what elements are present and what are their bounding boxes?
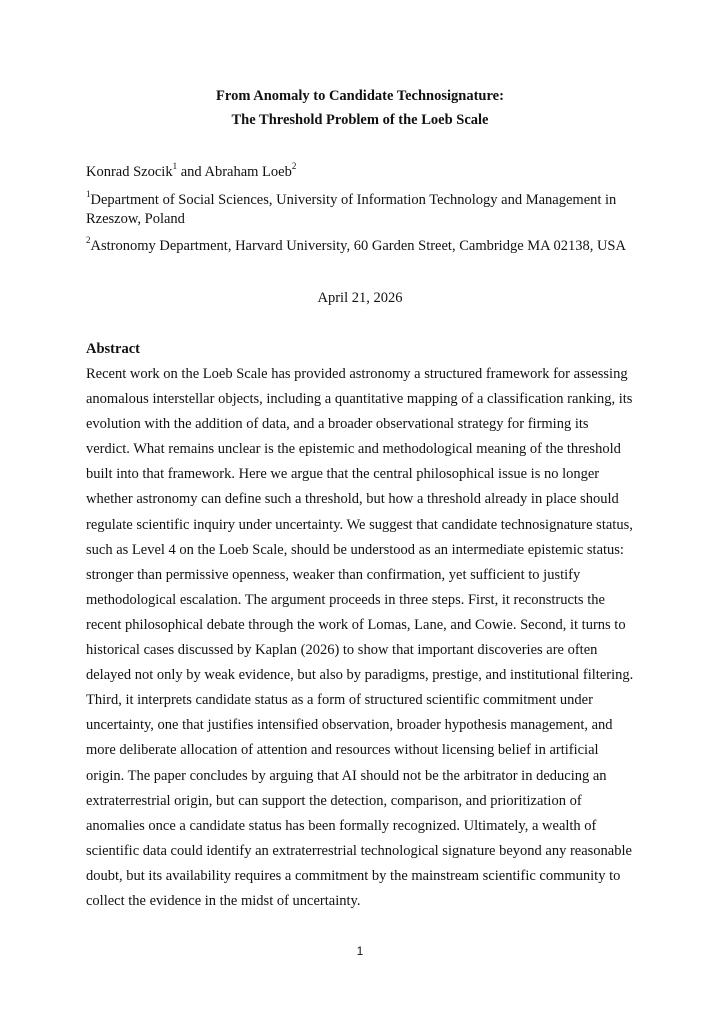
affiliation-text: Department of Social Sciences, University of Information Technology and Management in Rzeszow, Poland [86, 192, 617, 227]
author-name: Konrad Szocik [86, 164, 173, 180]
abstract-body [86, 362, 639, 914]
abstract-line: doubt, but its availability requires a commitment by the mainstream scientific community to [86, 867, 621, 884]
abstract-line: recent philosophical debate through the work of Lomas, Lane, and Cowie. Second, it turns to [86, 616, 626, 633]
abstract-heading: Abstract [86, 341, 140, 357]
abstract-line: whether astronomy can define such a threshold, but how a threshold already in place should [86, 491, 619, 508]
affiliation-marker: 1 [86, 189, 91, 200]
affiliation-marker: 2 [86, 235, 91, 246]
author-affiliation-marker: 1 [172, 161, 178, 172]
abstract-line: collect the evidence in the midst of uncertainty. [86, 892, 361, 909]
author-name: Abraham Loeb [204, 164, 292, 180]
author-affiliation-marker: 2 [291, 161, 297, 172]
abstract-line: uncertainty, one that justifies intensified observation, broader hypothesis management, and [86, 717, 613, 734]
abstract-line: built into that framework. Here we argue that the central philosophical issue is no longer [86, 466, 600, 483]
abstract-line: scientific data could identify an extraterrestrial technological signature beyond any reasonable [86, 842, 632, 859]
abstract-line: extraterrestrial origin, but can support the detection, comparison, and prioritization of [86, 792, 582, 809]
affiliation-text: Astronomy Department, Harvard University, 60 Garden Street, Cambridge MA 02138, USA [90, 238, 626, 254]
abstract-line: such as Level 4 on the Loeb Scale, should be understood as an intermediate epistemic status: [86, 541, 624, 558]
paper-title-line-1: From Anomaly to Candidate Technosignature: [216, 88, 504, 104]
paper-title-line-2: The Threshold Problem of the Loeb Scale [231, 112, 489, 128]
abstract-line: verdict. What remains unclear is the epistemic and methodological meaning of the threshold [86, 441, 621, 458]
page-number: 1 [356, 944, 364, 958]
abstract-line: delayed not only by weak evidence, but also by paradigms, prestige, and institutional filtering. [86, 667, 634, 684]
publication-date: April 21, 2026 [317, 290, 403, 306]
abstract-line: Recent work on the Loeb Scale has provided astronomy a structured framework for assessing [86, 366, 628, 382]
abstract-line: evolution with the addition of data, and a broader observational strategy for firming its [86, 416, 589, 433]
abstract-line: historical cases discussed by Kaplan (2026) to show that important discoveries are often [86, 642, 598, 659]
abstract-line: origin. The paper concludes by arguing that AI should not be the arbitrator in deducing an [86, 767, 607, 784]
abstract-line: anomalous interstellar objects, including a quantitative mapping of a classification ranking, its [86, 391, 633, 408]
abstract-line: anomalies once a candidate status has been formally recognized. Ultimately, a wealth of [86, 817, 597, 834]
affiliation [86, 237, 646, 256]
abstract-line: more deliberate allocation of attention and resources without licensing belief in artificial [86, 742, 599, 759]
affiliation [86, 191, 646, 228]
abstract-line: regulate scientific inquiry under uncertainty. We suggest that candidate technosignature status, [86, 516, 633, 533]
abstract-line: methodological escalation. The argument proceeds in three steps. First, it reconstructs the [86, 591, 605, 608]
abstract-line: stronger than permissive openness, weaker than confirmation, yet sufficient to justify [86, 566, 581, 583]
abstract-line: Third, it interprets candidate status as a form of structured scientific commitment under [86, 692, 593, 709]
author-connector: and [177, 164, 205, 180]
author-list [86, 162, 646, 182]
